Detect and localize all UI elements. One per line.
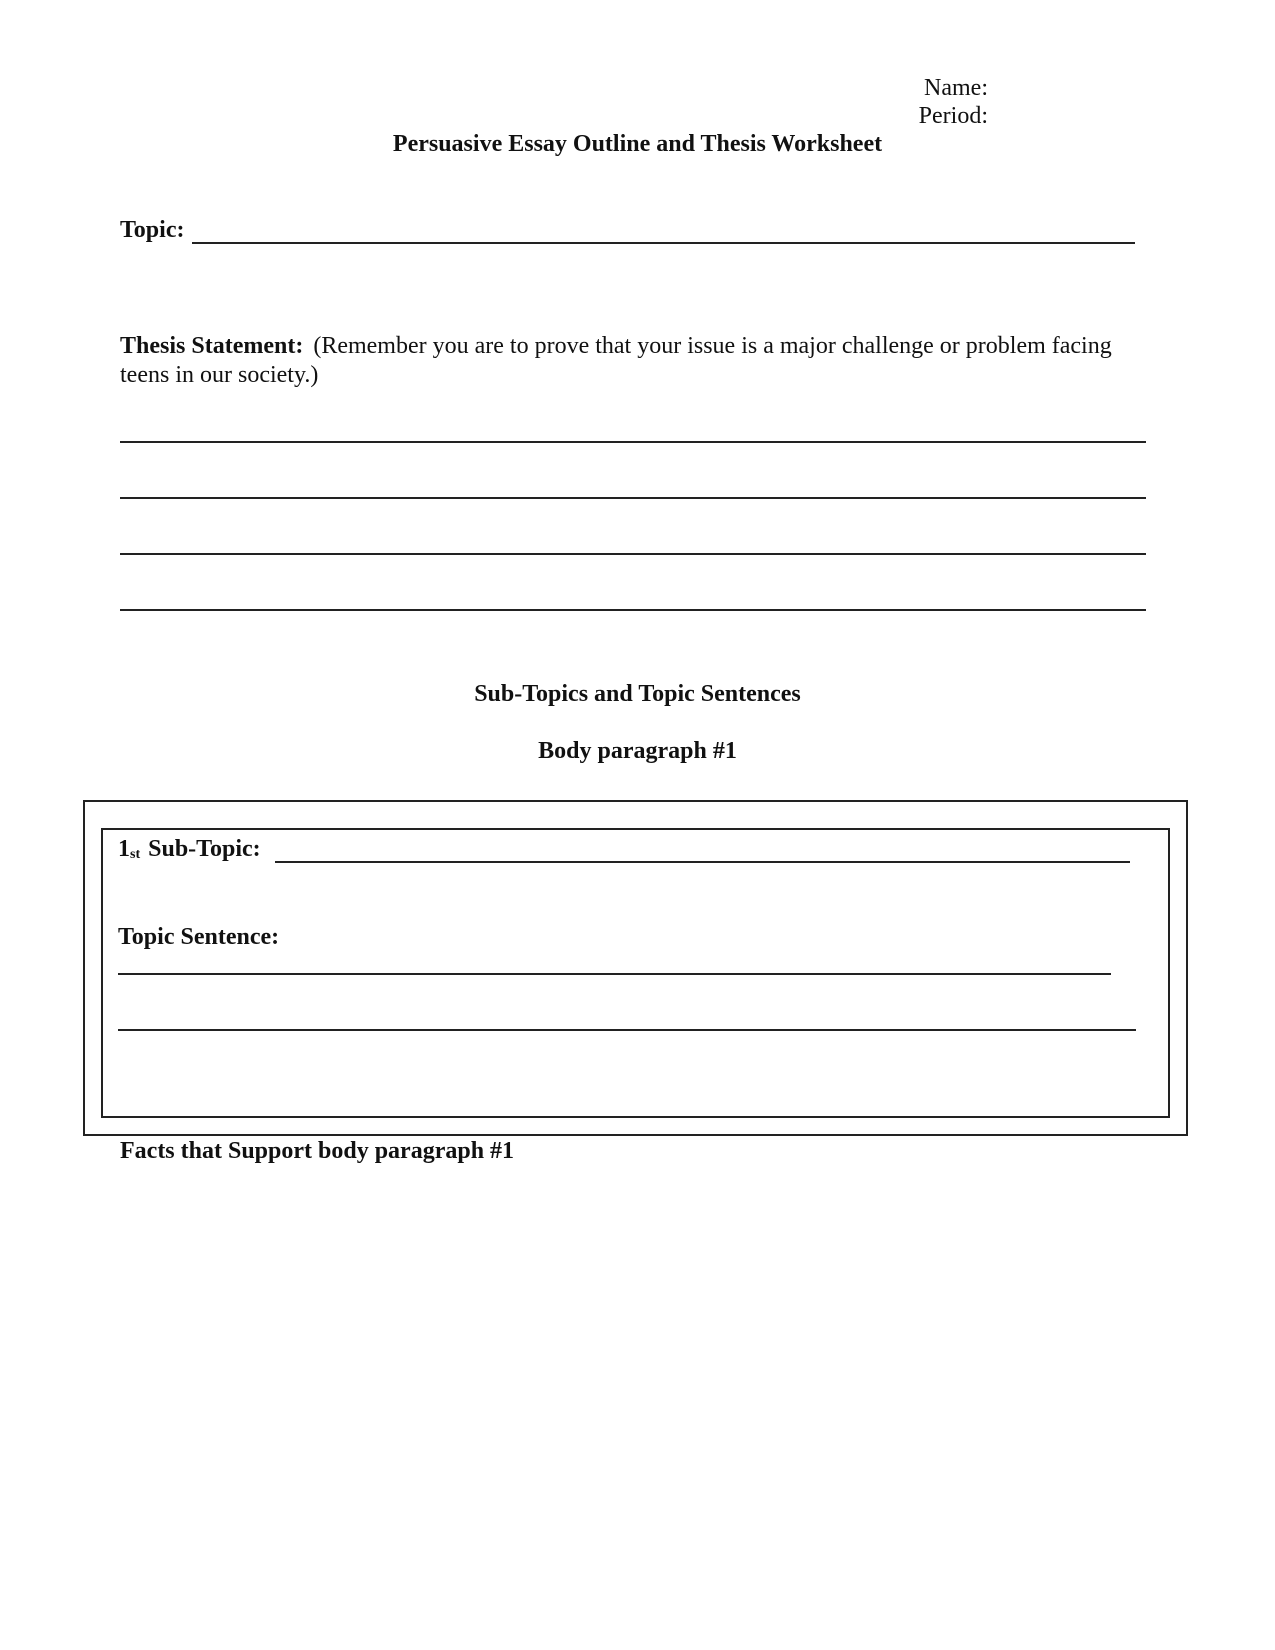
period-label: Period: bbox=[918, 103, 988, 129]
topic-blank-line[interactable] bbox=[192, 218, 1135, 244]
thesis-blank-line-1[interactable] bbox=[120, 441, 1146, 443]
thesis-blank-line-4[interactable] bbox=[120, 609, 1146, 611]
name-label: Name: bbox=[924, 75, 988, 101]
thesis-label: Thesis Statement: bbox=[120, 333, 304, 359]
topic-row bbox=[120, 217, 1135, 244]
subtopic-number: 1 bbox=[118, 836, 130, 862]
thesis-blank-line-3[interactable] bbox=[120, 553, 1146, 555]
thesis-instructions: (Remember you are to prove that your issue is a major challenge or problem facing teens in our society.) bbox=[120, 333, 1112, 388]
thesis-blank-line-2[interactable] bbox=[120, 497, 1146, 499]
topic-sentence-blank-line-2[interactable] bbox=[118, 1029, 1136, 1031]
page-title: Persuasive Essay Outline and Thesis Worksheet bbox=[392, 131, 883, 157]
topic-sentence-label: Topic Sentence: bbox=[118, 924, 280, 950]
topic-label: Topic: bbox=[120, 217, 185, 243]
body-paragraph-heading: Body paragraph #1 bbox=[538, 738, 737, 764]
subtopic-blank-line[interactable] bbox=[275, 837, 1130, 863]
subtopic-row bbox=[118, 836, 1130, 863]
topic-sentence-blank-line-1[interactable] bbox=[118, 973, 1111, 975]
facts-label: Facts that Support body paragraph #1 bbox=[120, 1138, 515, 1164]
subtopics-heading: Sub-Topics and Topic Sentences bbox=[474, 681, 801, 707]
subtopic-ordinal-suffix: st bbox=[130, 847, 141, 862]
header-fields bbox=[919, 74, 988, 130]
subtopic-label: Sub-Topic: bbox=[148, 836, 261, 862]
thesis-statement bbox=[120, 332, 1135, 390]
